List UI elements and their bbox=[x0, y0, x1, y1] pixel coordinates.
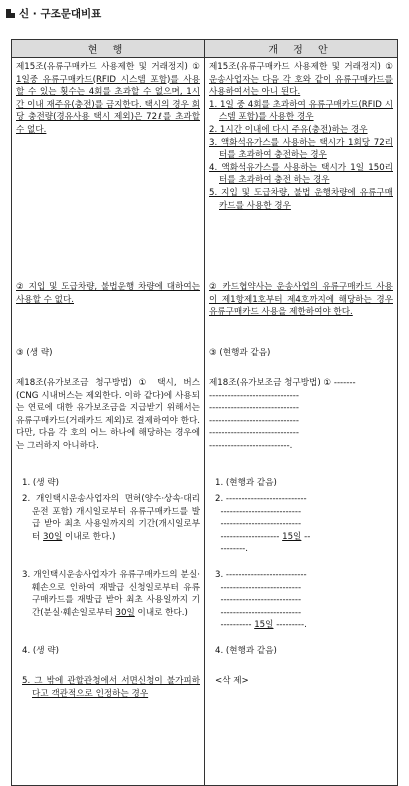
current-item-1: 1. (생 략) bbox=[12, 477, 205, 493]
column-header-current: 현 행 bbox=[12, 40, 205, 58]
current-item-4: 4. (생 략) bbox=[12, 645, 205, 675]
revised-art15-p1: 제15조(유류구매카드 사용제한 및 거래정지) ① 운송사업자는 다음 각 호와 같이 유류구매카드를 사용하여서는 아니 된다. 1. 1일 중 4회를 초과하여 유류구매카드(RFID 시스템 포함)를 사용한 경우 2. 1시간 이내에 다시 주유(충전)하는 경우 3. 액화석유가스를 사용하는 택시가 1회당 72리터를 초과하여 충전하는 경우 4. 액화석유가스를 사용하는 택시가 1일 150리터를 초과하여 충전 하는 경우 5. 지입 및 도급차량, 불법 운행차량에 유류구매카드를 사용한 경우 bbox=[205, 58, 398, 282]
revised-item-2: 2. -------------------------- -------------------------- -------------------------- ------------------- 15일 -- --------. bbox=[205, 493, 398, 569]
revised-item-5-deleted: <삭 제> bbox=[205, 675, 398, 786]
revised-item-4: 4. (현행과 같음) bbox=[205, 645, 398, 675]
revised-art18-lead: 제18조(유가보조금 청구방법) ① ------- ----------------------------- ----------------------------- ----------------------------- ----------------------------- --------------------------. bbox=[205, 377, 398, 477]
current-art15-p3: ③ (생 략) bbox=[12, 347, 205, 377]
current-item-5: 5. 그 밖에 관할관청에서 서면신청이 불가피하다고 객관적으로 인정하는 경우 bbox=[12, 675, 205, 786]
document-heading: 신 · 구조문대비표 bbox=[6, 6, 101, 21]
square-bullet-icon bbox=[6, 9, 15, 18]
current-art15-p1: 제15조(유류구매카드 사용제한 및 거래정지) ① 1일중 유류구매카드(RFID 시스템 포함)를 사용할 수 있는 횟수는 4회를 초과할 수 없으며, 1시간 이내 재주유(충전)를 금지한다. 택시의 경우 회당 충전량(경유사용 택시 제외)은 72ℓ를 초과할 수 없다. bbox=[12, 58, 205, 282]
current-item-2: 2. 개인택시운송사업자의 면허(양수·상속·대리운전 포함) 개시일로부터 유류구매카드를 발급 받아 최초 사용일까지의 기간(개시일로부터 30일 이내로 한다.) bbox=[12, 493, 205, 569]
revised-item-2: 2. 1시간 이내에 다시 주유(충전)하는 경우 bbox=[209, 124, 368, 135]
current-art15-p2: ② 지입 및 도급차량, 불법운행 차량에 대하여는 사용할 수 없다. bbox=[12, 281, 205, 347]
column-header-revised: 개 정 안 bbox=[205, 40, 398, 58]
revised-item-1: 1. 1일 중 4회를 초과하여 유류구매카드(RFID 시스템 포함)를 사용한 경우 bbox=[209, 99, 393, 123]
revised-art15-p2: ② 카드협약사는 운송사업의 유류구매카드 사용이 제1항제1호부터 제4호까지에 해당하는 경우 유류구매카드 사용을 제한하여야 한다. bbox=[205, 281, 398, 347]
current-item-3: 3. 개인택시운송사업자가 유류구매카드의 분실·훼손으로 인하여 재발급 신청일로부터 유류구매카드를 재발급 받아 최초 사용일까지 기간(분실·훼손일로부터 30일 이내로 한다.) bbox=[12, 569, 205, 645]
revised-item-1-same: 1. (현행과 같음) bbox=[205, 477, 398, 493]
revised-item-3: 3. -------------------------- -------------------------- -------------------------- -------------------------- ---------- 15일 ---------. bbox=[205, 569, 398, 645]
comparison-table bbox=[11, 39, 398, 786]
revised-item-5: 5. 지입 및 도급차량, 불법 운행차량에 유류구매카드를 사용한 경우 bbox=[209, 187, 393, 211]
revised-art15-p3: ③ (현행과 같음) bbox=[205, 347, 398, 377]
current-art18-lead: 제18조(유가보조금 청구방법) ① 택시, 버스(CNG 시내버스는 제외한다. 이하 같다)에 사용되는 연료에 대한 유가보조금을 지급받기 위해서는 유류구매카드(거래카드 제외)로 결제하여야 한다. 다만, 다음 각 호의 어느 하나에 해당하는 경우에는 그러하지 아니하다. bbox=[12, 377, 205, 477]
revised-item-4: 4. 액화석유가스를 사용하는 택시가 1일 150리터를 초과하여 충전 하는 경우 bbox=[209, 162, 393, 186]
revised-item-3: 3. 액화석유가스를 사용하는 택시가 1회당 72리터를 초과하여 충전하는 경우 bbox=[209, 137, 393, 161]
